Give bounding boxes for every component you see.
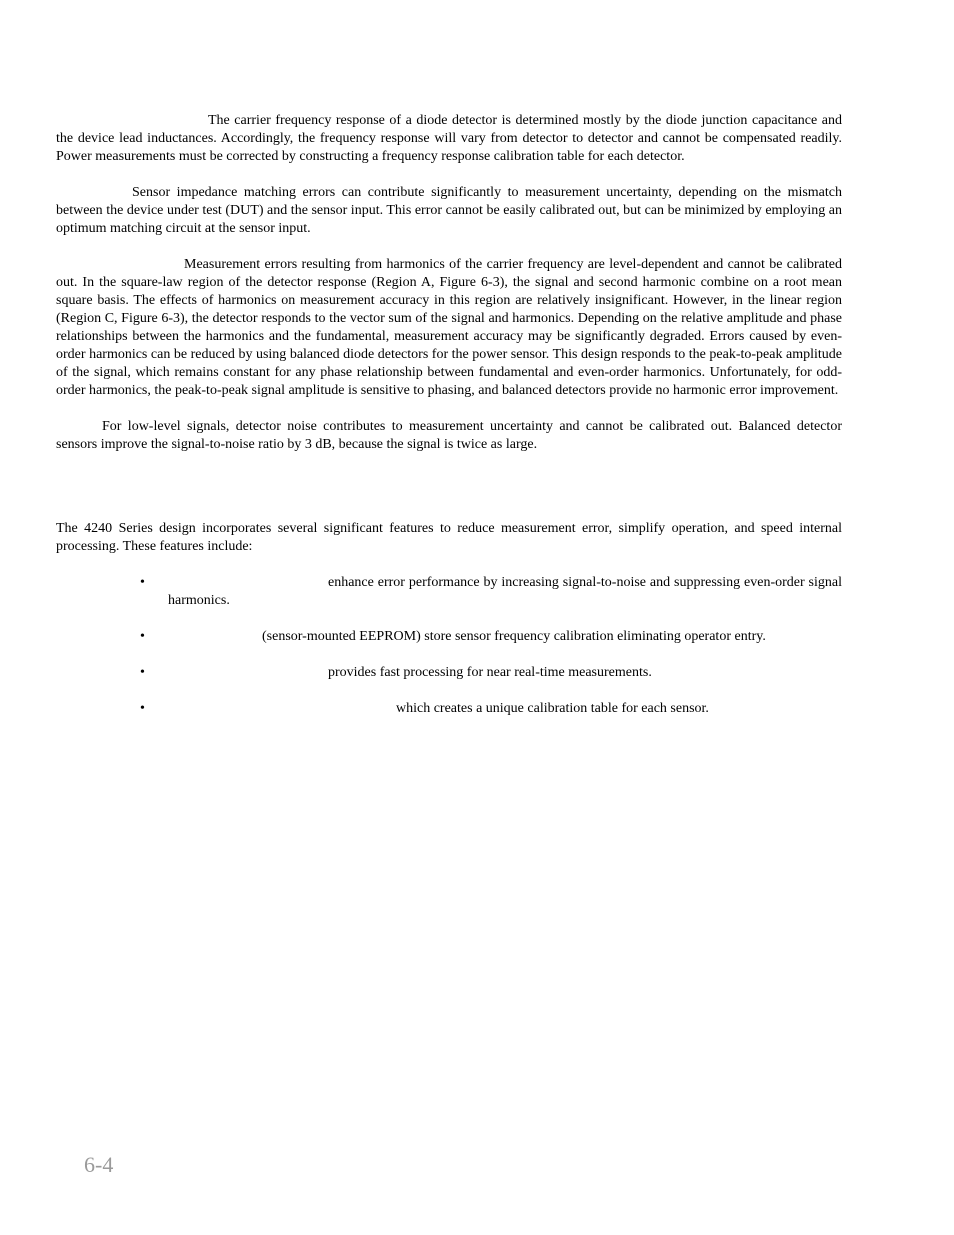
- paragraph-harmonics: Measurement errors resulting from harmonics of the carrier frequency are level-dependent and cannot be calibrated out. In the square-law region of the detector response (Region A, Figure 6-3), the signal and second harmonic combine on a root mean square basis. The effects of harmonics on measurement accuracy in this region are relatively insignificant. However, in the linear region (Region C, Figure 6-3), the detector responds to the vector sum of the signal and harmonics. Depending on the relative amplitude and phase relationships between the harmonics and the fundamental, measurement accuracy may be significantly degraded. Errors caused by even-order harmonics can be reduced by using balanced diode detectors for the power sensor. This design responds to the peak-to-peak amplitude of the signal, which remains constant for any phase relationship between fundamental and even-order harmonics. Unfortunately, for odd-order harmonics, the peak-to-peak signal amplitude is sensitive to phasing, and balanced detectors provide no harmonic error improvement.: [56, 257, 842, 398]
- list-item: [56, 628, 842, 646]
- paragraph-features-intro: The 4240 Series design incorporates several significant features to reduce measurement error, simplify operation, and speed internal processing. These features include:: [56, 521, 842, 554]
- bullet-icon: •: [140, 701, 145, 716]
- list-item: [56, 700, 842, 718]
- page-number: 6-4: [84, 1152, 114, 1177]
- bullet-icon: •: [140, 629, 145, 644]
- bullet-icon: •: [140, 665, 145, 680]
- paragraph-frequency-response: The carrier frequency response of a diode detector is determined mostly by the diode junction capacitance and the device lead inductances. Accordingly, the frequency response will vary from detector to detector and cannot be compensated readily. Power measurements must be corrected by constructing a frequency response calibration table for each detector.: [56, 113, 842, 164]
- bullet-text: which creates a unique calibration table for each sensor.: [396, 701, 709, 716]
- bullet-text: enhance error performance by increasing signal-to-noise and suppressing even-order signal harmonics.: [168, 575, 842, 608]
- list-item: [56, 574, 842, 610]
- bullet-text: provides fast processing for near real-time measurements.: [328, 665, 652, 680]
- document-page: [56, 112, 842, 718]
- bullet-text: (sensor-mounted EEPROM) store sensor frequency calibration eliminating operator entry.: [262, 629, 766, 644]
- bullet-icon: •: [140, 575, 145, 590]
- paragraph-detector-noise: For low-level signals, detector noise contributes to measurement uncertainty and cannot be calibrated out. Balanced detector sensors improve the signal-to-noise ratio by 3 dB, because the signal is twice as large.: [56, 419, 842, 452]
- features-list: [56, 574, 842, 718]
- paragraph-impedance-matching: Sensor impedance matching errors can contribute significantly to measurement uncertainty, depending on the mismatch between the device under test (DUT) and the sensor input. This error cannot be easily calibrated out, but can be minimized by employing an optimum matching circuit at the sensor input.: [56, 185, 842, 236]
- list-item: [56, 664, 842, 682]
